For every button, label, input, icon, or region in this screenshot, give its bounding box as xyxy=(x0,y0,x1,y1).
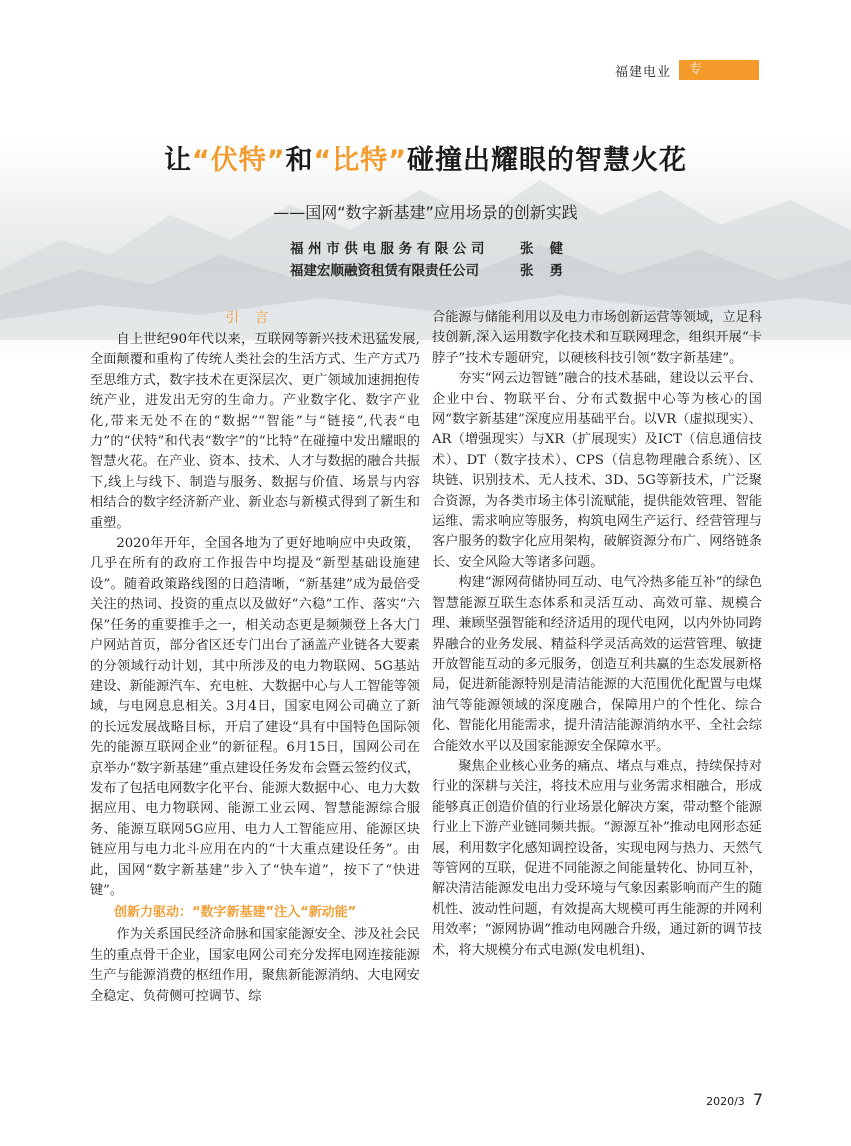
left-column xyxy=(90,308,420,1007)
journal-header xyxy=(614,60,759,97)
journal-name: 福建电业 xyxy=(614,64,671,80)
subsection-heading: 创新力驱动：“数字新基建”注入“新动能” xyxy=(114,905,357,921)
article-title xyxy=(0,138,851,177)
section-heading-intro: 引言 xyxy=(225,310,285,326)
body-paragraph: 自上世纪90年代以来，互联网等新兴技术迅猛发展,全面颠覆和重构了传统人类社会的生活方式、生产方式乃至思维方式，数字技术在更深层次、更广领域加速拥抱传统产业，进发出无穷的生命力。产业数字化、数字产业化,带来无处不在的“数据”“智能”与“链接”,代表“电力”的“伏特”和代表“数字”的“比特”在碰撞中发出耀眼的智慧火花。在产业、资本、技术、人才与数据的融合共振下,线上与线下、制造与服务、数据与价值、场景与内容相结合的数字经济新产业、新业态与新模式得到了新生和重塑。 xyxy=(90,332,420,531)
body-paragraph: 夯实“网云边智链”融合的技术基础，建设以云平台、企业中台、物联平台、分布式数据中心等为核心的国网“数字新基建”深度应用基础平台。以VR（虚拟现实）、AR（增强现实）与XR（扩展现实）及ICT（信息通信技术）、DT（数字技术）、CPS（信息物理融合系统）、区块链、识别技术、无人技术、3D、5G等新技术，广泛聚合资源，为各类市场主体引流赋能，提供能效管理、智能运维、需求响应等服务，构筑电网生产运行、经营管理与客户服务的数字化应用架构，破解资源分布广、网络链条长、安全风险大等诸多问题。 xyxy=(432,371,762,570)
author-block xyxy=(290,238,579,282)
title-highlight-volt: “伏特” xyxy=(192,145,286,176)
body-paragraph-continued: 合能源与储能利用以及电力市场创新运营等领域，立足科技创新,深入运用数字化技术和互联网理念，组织开展“卡脖子”技术专题研究，以硬核科技引领“数字新基建”。 xyxy=(432,310,762,366)
author-row xyxy=(290,260,579,282)
title-highlight-bit: “比特” xyxy=(313,145,407,176)
issue-number: 2020/3 xyxy=(706,1095,745,1108)
page-footer xyxy=(706,1090,763,1109)
body-paragraph: 聚焦企业核心业务的痛点、堵点与难点，持续保持对行业的深耕与关注，将技术应用与业务需求相融合，形成能够真正创造价值的行业场景化解决方案，带动整个能源行业上下游产业链同频共振。“源源互补”推动电网形态延展，利用数字化感知调控设备，实现电网与热力、天然气等管网的互联，促进不同能源之间能量转化、协同互补，解决清洁能源发电出力受环境与气象因素影响而产生的随机性、波动性问题，有效提高大规模可再生能源的并网利用效率；“源网协调”推动电网融合升级，通过新的调节技术，将大规模分布式电源(发电机组)、 xyxy=(432,758,762,958)
author-name: 张勇 xyxy=(520,263,579,279)
title-part: 和 xyxy=(285,145,314,176)
body-paragraph: 2020年开年，全国各地为了更好地响应中央政策，几乎在所有的政府工作报告中均提及“新型基础设施建设”。随着政策路线图的日趋清晰，“新基建”成为最倍受关注的热词、投资的重点以及做好“六稳”工作、落实“六保”任务的重要推手之一，相关动态更是频频登上各大门户网站首页，部分省区还专门出台了涵盖产业链各大要素的分领域行动计划，其中所涉及的电力物联网、5G基站建设、新能源汽车、充电桩、大数据中心与人工智能等领域，与电网息息相关。3月4日，国家电网公司确立了新的长远发展战略目标，开启了建设“具有中国特色国际领先的能源互联网企业”的新征程。6月15日，国网公司在京举办“数字新基建”重点建设任务发布会暨云签约仪式，发布了包括电网数字化平台、能源大数据中心、电力大数据应用、电力物联网、能源工业云网、智慧能源综合服务、能源互联网5G应用、电力人工智能应用、能源区块链应用与电力北斗应用在内的“十大重点建设任务”。由此，国网“数字新基建”步入了“快车道”，按下了“快进键”。 xyxy=(90,536,420,898)
body-paragraph: 作为关系国民经济命脉和国家能源安全、涉及社会民生的重点骨干企业，国家电网公司充分发挥电网连接能源生产与能源消费的枢纽作用，聚焦新能源消纳、大电网安全稳定、负荷侧可控调节、综 xyxy=(90,927,420,1004)
section-badge: 专稿 xyxy=(679,60,759,80)
author-org: 福州市供电服务有限公司 xyxy=(290,241,490,257)
title-part: 让 xyxy=(164,145,192,176)
body-paragraph: 构建“源网荷储协同互动、电气冷热多能互补”的绿色智慧能源互联生态体系和灵活互动、高效可靠、规模合理、兼顾坚强智能和经济适用的现代电网，以内外协同跨界融合的业务发展、精益科学灵活高效的运营管理、敏捷开放智能互动的多元服务，创造互利共赢的生态发展新格局，促进新能源特别是清洁能源的大范围优化配置与电煤油气等能源领域的深度融合，保障用户的个性化、综合化、智能化用能需求，提升清洁能源消纳水平、全社会综合能效水平以及国家能源安全保障水平。 xyxy=(432,575,762,754)
page-number: 7 xyxy=(752,1090,763,1109)
article-subtitle: ——国网“数字新基建”应用场景的创新实践 xyxy=(273,203,578,222)
author-row xyxy=(290,238,579,260)
author-org: 福建宏顺融资租赁有限责任公司 xyxy=(290,263,479,279)
title-part: 碰撞出耀眼的智慧火花 xyxy=(407,145,687,176)
author-name: 张健 xyxy=(520,241,579,257)
right-column xyxy=(432,308,762,961)
